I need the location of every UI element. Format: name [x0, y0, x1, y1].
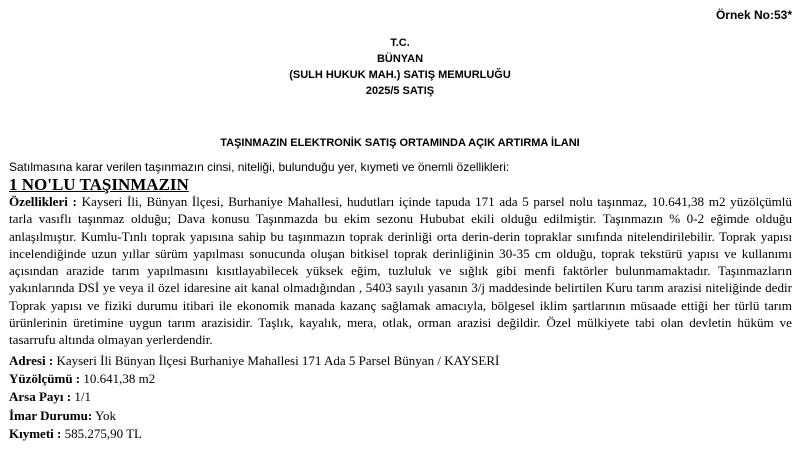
field-value: 585.275,90 TL	[64, 425, 142, 441]
header-line-town: BÜNYAN	[376, 53, 424, 65]
property-description	[9, 193, 792, 349]
header-line-tc: T.C.	[390, 37, 410, 49]
field-label: İmar Durumu:	[9, 407, 93, 423]
document-header	[0, 35, 800, 99]
field-zoning	[9, 407, 499, 425]
header-line-office: (SULH HUKUK MAH.) SATIŞ MEMURLUĞU	[289, 69, 511, 81]
property-fields	[9, 352, 499, 443]
header-line-case: 2025/5 SATIŞ	[365, 85, 435, 97]
field-label: Yüzölçümü :	[9, 371, 81, 387]
description-text: Kayseri İli, Bünyan İlçesi, Burhaniye Mahallesi, hudutları içinde tapuda 171 ada 5 parsel nolu taşınmaz, 10.641,38 m2 yüzölçümlü tarla vasıflı taşınmaz olduğu; Dava konusu Taşınmazda bu ekim sezonu Hububat ekili olduğu edilmiştir. Taşınmazın % 0-2 eğimde olduğu anlaşılmıştır. Kumlu-Tınlı toprak yapısına sahip bu taşınmazın toprak derinliği orta derin-derin topraklar sınıfında nitelendirilebilir. Toprak yapısı incelendiğinde uzun yıllar sürüm yapılması sonucunda oluşan bitkisel toprak derinliğinin 30-35 cm olduğu, toprak tekstürü yapısı ve kullanımı açısından arazide tarım yapılmasını kısıtlayabilecek yüksek eğim, tuzluluk ve sığlık gibi menfi faktörler bulunmamaktadır. Taşınmazların yakınlarında DSİ ye veya il özel idaresine ait kanal olmadığından , 5403 sayılı yasanın 3/j maddesinde belirtilen Kuru tarım arazisi niteliğinde dedir Toprak yapısı ve fiziki durumu itibari ile ekonomik manada kazanç sağlamak amacıyla, bölgesel iklim şartlarının müsaade ettiği her türlü tarım ürünlerinin üretimine uygun tarım arazisidir. Taşlık, kayalık, mera, otlak, orman arazisi değildir. Özel mülkiyete tabi olan devletin hüküm ve tasarrufu altında olmayan yerlerdendir.	[9, 194, 792, 348]
announcement-title: TAŞINMAZIN ELEKTRONİK SATIŞ ORTAMINDA AÇIK ARTIRMA İLANI	[220, 137, 580, 149]
field-value: Yok	[94, 407, 117, 423]
field-label: Arsa Payı :	[9, 389, 72, 405]
sample-number: Örnek No:53*	[715, 8, 792, 22]
field-label: Kıymeti :	[9, 425, 62, 441]
field-value: 10.641,38 m2	[83, 371, 156, 387]
field-value-price	[9, 425, 499, 443]
field-value: Kayseri İli Bünyan İlçesi Burhaniye Mahallesi 171 Ada 5 Parsel Bünyan / KAYSERİ	[56, 353, 500, 368]
field-label: Adresi :	[9, 353, 54, 368]
intro-text: Satılmasına karar verilen taşınmazın cinsi, niteliği, bulunduğu yer, kıymeti ve önemli özellikleri:	[9, 160, 510, 174]
description-label: Özellikleri :	[9, 194, 77, 209]
field-value: 1/1	[74, 389, 91, 405]
field-address	[9, 352, 499, 370]
field-area	[9, 370, 499, 388]
field-share	[9, 388, 499, 406]
property-title: 1 NO'LU TAŞINMAZIN	[9, 175, 189, 194]
